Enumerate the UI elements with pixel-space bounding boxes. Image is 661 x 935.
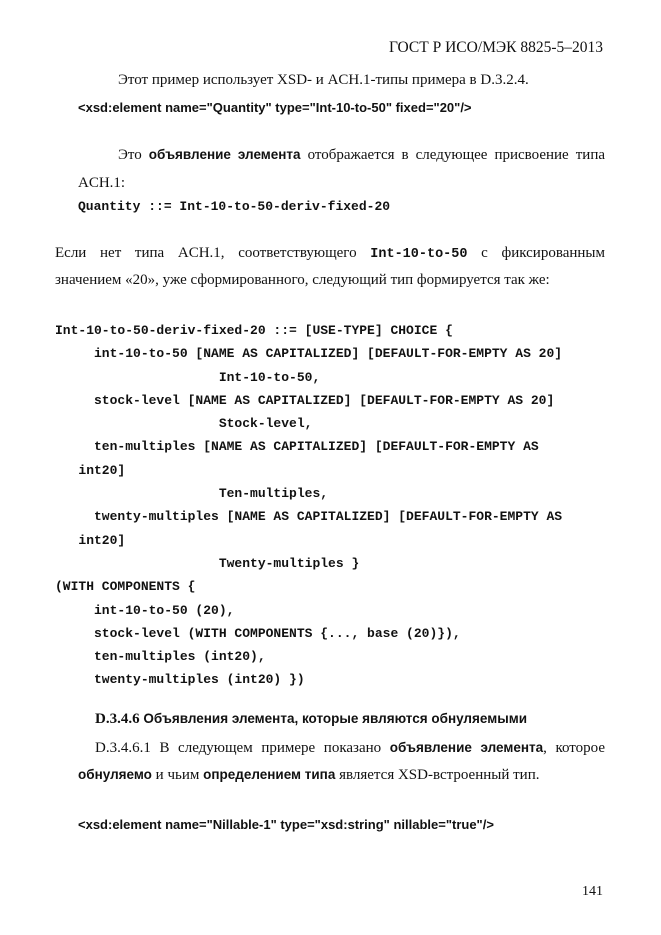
no-type-code: Int-10-to-50 <box>370 247 468 262</box>
code-line: Int-10-to-50-deriv-fixed-20 ::= [USE-TYPE] CHOICE { <box>55 323 453 338</box>
code-line: ten-multiples [NAME AS CAPITALIZED] [DEFAULT-FOR-EMPTY AS <box>55 439 539 455</box>
mapping-prefix: Это <box>118 147 149 163</box>
xsd-example-nillable: <xsd:element name="Nillable-1" type="xsd:string" nillable="true"/> <box>78 817 494 832</box>
code-line: twenty-multiples [NAME AS CAPITALIZED] [DEFAULT-FOR-EMPTY AS <box>55 509 563 525</box>
code-line: int20] <box>55 532 126 548</box>
mapping-suffix: отображается в следующее присвоение типа <box>300 147 606 163</box>
asn-code-block <box>55 323 562 696</box>
section-heading <box>95 711 527 728</box>
mapping-paragraph-line2: ACH.1: <box>78 175 126 191</box>
code-line: Twenty-multiples } <box>55 555 360 571</box>
asn-type-assignment: Quantity ::= Int-10-to-50-deriv-fixed-20 <box>78 199 391 214</box>
section-number: D.3.4.6 <box>95 711 140 727</box>
term-element-declaration: объявление элемента <box>148 147 301 162</box>
para-mid: и чьим <box>151 767 204 783</box>
no-type-paragraph-line1 <box>55 245 605 262</box>
no-type-prefix: Если нет типа ACH.1, соответствующего <box>55 245 371 261</box>
para-suffix2: является XSD-встроенный тип. <box>335 767 540 783</box>
code-line: int-10-to-50 (20), <box>55 602 235 618</box>
code-line: int-10-to-50 [NAME AS CAPITALIZED] [DEFAULT-FOR-EMPTY AS 20] <box>55 346 563 362</box>
code-line: Ten-multiples, <box>55 486 329 502</box>
term-element-declaration-2: объявление элемента <box>389 740 544 755</box>
intro-paragraph: Этот пример использует XSD- и ACH.1-типы примера в D.3.2.4. <box>118 72 529 88</box>
paragraph-d34661-line2 <box>78 767 539 784</box>
code-line: ten-multiples (int20), <box>55 649 266 665</box>
term-type-definition: определением типа <box>203 767 336 782</box>
code-line: stock-level (WITH COMPONENTS {..., base (20)}), <box>55 625 461 641</box>
code-line: twenty-multiples (int20) }) <box>55 672 305 688</box>
code-line: int20] <box>55 462 126 478</box>
page-number: 141 <box>582 884 603 899</box>
mapping-paragraph-line1 <box>118 147 605 164</box>
no-type-paragraph-line2: значением «20», уже сформированного, следующий тип формируется так же: <box>55 272 550 288</box>
para-prefix: D.3.4.6.1 В следующем примере показано <box>95 740 390 756</box>
xsd-example-quantity: <xsd:element name="Quantity" type="Int-10-to-50" fixed="20"/> <box>78 100 472 115</box>
document-header: ГОСТ Р ИСО/МЭК 8825-5–2013 <box>388 39 603 56</box>
code-line: (WITH COMPONENTS { <box>55 579 196 595</box>
code-line: Stock-level, <box>55 416 313 432</box>
code-line: stock-level [NAME AS CAPITALIZED] [DEFAULT-FOR-EMPTY AS 20] <box>55 392 555 408</box>
term-nillable: обнуляемо <box>78 767 152 782</box>
no-type-suffix: с фиксированным <box>467 245 605 261</box>
section-title: Объявления элемента, которые являются обнуляемыми <box>139 711 528 726</box>
paragraph-d34661-line1 <box>95 740 605 757</box>
code-line: Int-10-to-50, <box>55 369 321 385</box>
para-suffix1: , которое <box>543 740 605 756</box>
